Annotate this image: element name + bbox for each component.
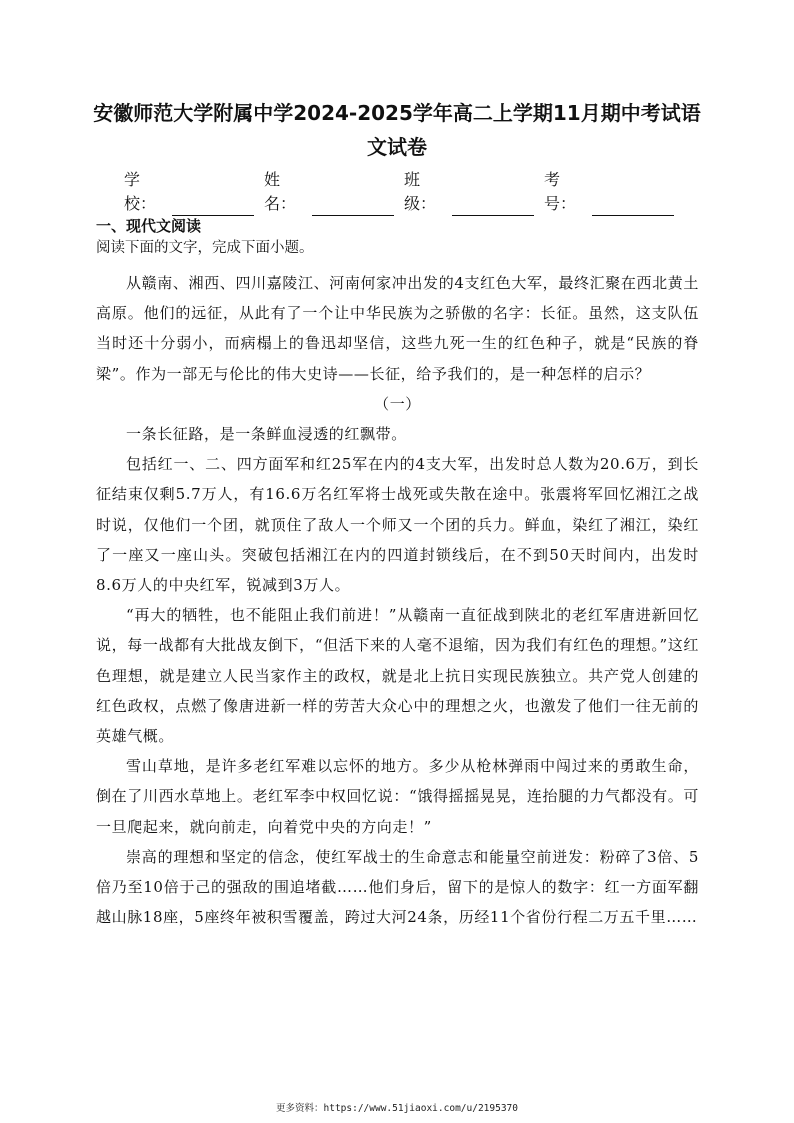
passage-paragraph-5: 崇高的理想和坚定的信念，使红军战士的生命意志和能量空前迸发：粉碎了3倍、5倍乃至10倍于己的强敌的围追堵截……他们身后，留下的是惊人的数字：红一方面军翻越山脉18座，5座终年被积雪覆盖，跨过大河24条，历经11个省份行程二万五千里…… xyxy=(96,847,699,927)
exam-number-field xyxy=(544,168,674,216)
passage-paragraph-2: 包括红一、二、四方面军和红25军在内的4支大军，出发时总人数为20.6万，到长征结束仅剩5.7万人，有16.6万名红军将士战死或失散在途中。张震将军回忆湘江之战时说，仅他们一个团，就顶住了敌人一个师又一个团的兵力。鲜血，染红了湘江，染红了一座又一座山头。突破包括湘江在内的四道封锁线后，在不到50天时间内，出发时8.6万人的中央红军，锐减到3万人。 xyxy=(96,455,699,595)
reading-passage xyxy=(96,268,699,932)
name-field xyxy=(264,168,394,216)
section-heading: 一、现代文阅读 xyxy=(96,217,202,235)
exam-title-line-2: 文试卷 xyxy=(367,135,427,159)
exam-title-line-1: 安徽师范大学附属中学2024-2025学年高二上学期11月期中考试语 xyxy=(93,101,701,125)
name-blank[interactable] xyxy=(312,197,394,216)
passage-paragraph-1: 一条长征路，是一条鲜血浸透的红飘带。 xyxy=(126,425,407,444)
class-label: 班级： xyxy=(404,170,437,213)
passage-intro-paragraph: 从赣南、湘西、四川嘉陵江、河南何家冲出发的4支红色大军，最终汇聚在西北黄土高原。他们的远征，从此有了一个让中华民族为之骄傲的名字：长征。虽然，这支队伍当时还十分弱小，而病榻上的鲁迅却坚信，这些九死一生的红色种子，就是“民族的脊梁”。作为一部无与伦比的伟大史诗——长征，给予我们的，是一种怎样的启示？ xyxy=(96,274,699,383)
class-field xyxy=(404,168,534,216)
class-blank[interactable] xyxy=(452,197,534,216)
section-instruction: 阅读下面的文字，完成下面小题。 xyxy=(96,240,314,256)
school-label: 学校： xyxy=(124,170,157,213)
passage-subheading: （一） xyxy=(374,394,421,413)
footer-resource-link[interactable]: 更多资料：https://www.51jiaoxi.com/u/2195370 xyxy=(276,1103,518,1114)
school-blank[interactable] xyxy=(172,197,254,216)
exam-number-blank[interactable] xyxy=(592,197,674,216)
passage-paragraph-3: “再大的牺牲，也不能阻止我们前进！”从赣南一直征战到陕北的老红军唐进新回忆说，每一战都有大批战友倒下，“但活下来的人毫不退缩，因为我们有红色的理想。”这红色理想，就是建立人民当家作主的政权，就是北上抗日实现民族独立。共产党人创建的红色政权，点燃了像唐进新一样的劳苦大众心中的理想之火，也激发了他们一往无前的英雄气概。 xyxy=(96,606,699,746)
name-label: 姓名： xyxy=(264,170,297,213)
student-info-row xyxy=(124,168,684,216)
school-field xyxy=(124,168,254,216)
exam-number-label: 考号： xyxy=(544,170,577,213)
exam-title xyxy=(90,96,704,164)
passage-paragraph-4: 雪山草地，是许多老红军难以忘怀的地方。多少从枪林弹雨中闯过来的勇敢生命，倒在了川西水草地上。老红军李中权回忆说：“饿得摇摇晃晃，连抬腿的力气都没有。可一旦爬起来，就向前走，向着党中央的方向走！” xyxy=(96,757,699,836)
